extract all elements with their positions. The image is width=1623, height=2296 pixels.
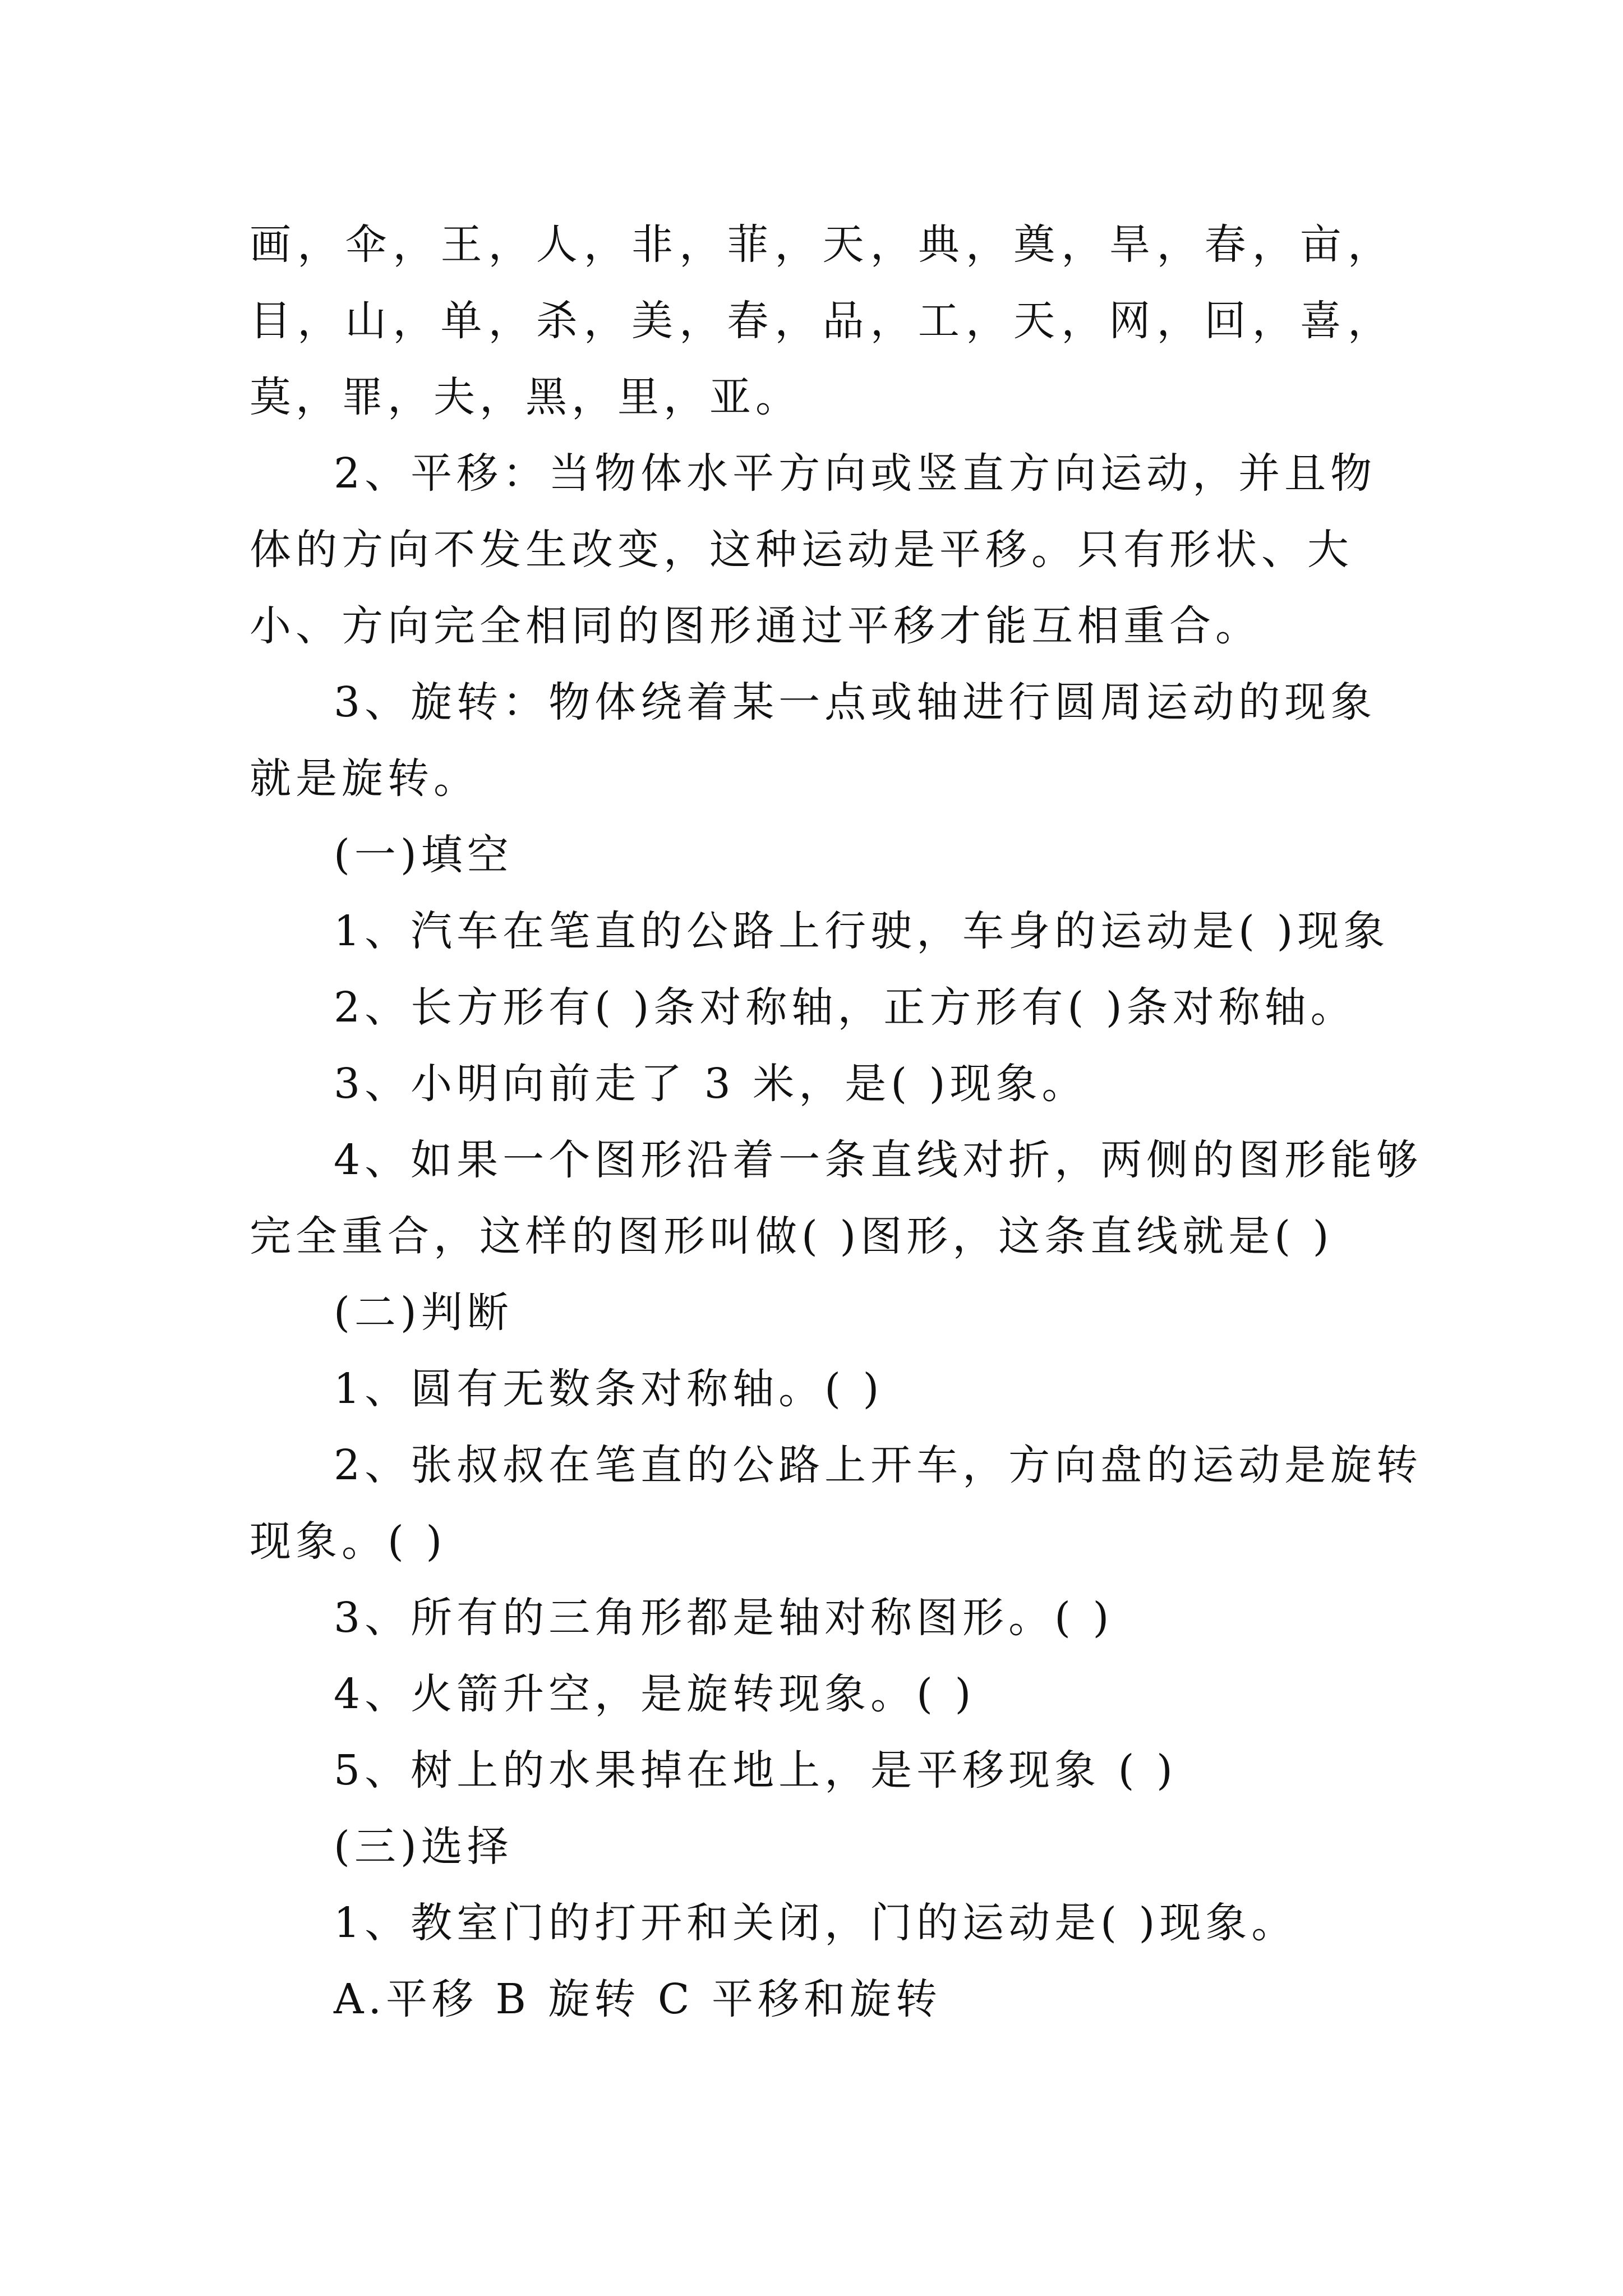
- fill-blank-item-3: 3、小明向前走了 3 米，是( )现象。: [334, 1060, 1088, 1108]
- judge-item-1: 1、圆有无数条对称轴。( ): [334, 1365, 884, 1413]
- fill-blank-item-4-line-2: 完全重合，这样的图形叫做( )图形，这条直线就是( ): [250, 1212, 1334, 1260]
- translation-definition: 2、平移：当物体水平方向或竖直方向运动，并且物体的方向不发生改变，这种运动是平移。只有形状、大小、方向完全相同的图形通过平移才能互相重合。: [250, 449, 1377, 650]
- judge-item-3: 3、所有的三角形都是轴对称图形。( ): [334, 1594, 1114, 1642]
- fill-blank-item-1: 1、汽车在笔直的公路上行驶，车身的运动是( )现象: [334, 907, 1390, 955]
- fill-blank-item-2: 2、长方形有( )条对称轴，正方形有( )条对称轴。: [334, 983, 1357, 1032]
- fill-blank-item-4-line-1: 4、如果一个图形沿着一条直线对折，两侧的图形能够: [334, 1136, 1423, 1184]
- choice-heading: (三)选择: [334, 1823, 513, 1871]
- fill-blank-heading: (一)填空: [334, 831, 513, 879]
- judge-heading: (二)判断: [334, 1289, 513, 1337]
- rotation-definition: 3、旋转：物体绕着某一点或轴进行圆周运动的现象就是旋转。: [250, 678, 1377, 803]
- judge-item-5: 5、树上的水果掉在地上，是平移现象 ( ): [334, 1746, 1177, 1795]
- judge-item-4: 4、火箭升空，是旋转现象。( ): [334, 1670, 976, 1718]
- judge-item-2-line-2: 现象。( ): [250, 1517, 447, 1566]
- choice-item-1-options: A.平移 B 旋转 C 平移和旋转: [334, 1975, 942, 2023]
- choice-item-1: 1、教室门的打开和关闭，门的运动是( )现象。: [334, 1899, 1298, 1947]
- judge-item-2-line-1: 2、张叔叔在笔直的公路上开车，方向盘的运动是旋转: [334, 1441, 1423, 1489]
- characters-list-paragraph: 画，伞，王，人，非，菲，天，典，奠，旱，春，亩，目，山，单，杀，美，春，品，工，天，网，回，喜，莫，罪，夫，黑，里，亚。: [250, 220, 1394, 421]
